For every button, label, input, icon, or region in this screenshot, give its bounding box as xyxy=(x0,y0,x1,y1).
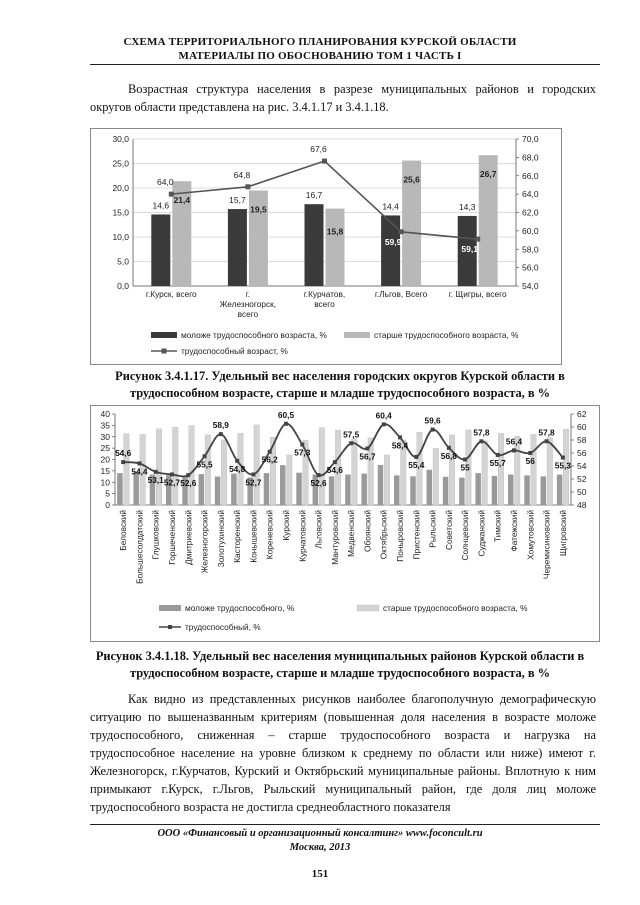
x-tick-label: Советский xyxy=(443,510,454,551)
x-tick-label: Касторенский xyxy=(232,510,243,563)
line-data-label: 59,1 xyxy=(461,244,478,255)
line-point xyxy=(545,439,549,443)
x-tick-label: Рыльский xyxy=(427,510,438,548)
x-tick-label: г.Курчатов, xyxy=(303,289,346,299)
x-tick-label: Обоянский xyxy=(362,510,373,552)
x-tick-label: Льговский xyxy=(313,510,324,549)
bar-data-label: 21,4 xyxy=(173,195,191,206)
line-point xyxy=(414,455,418,459)
line-point xyxy=(186,473,190,477)
y2-tick-label: 68,0 xyxy=(522,152,539,163)
x-tick-label: Курчатовский xyxy=(297,510,308,562)
line-point xyxy=(398,435,402,439)
line-point xyxy=(496,453,500,457)
line-point xyxy=(219,432,223,436)
y2-tick-label: 54 xyxy=(577,461,587,471)
bar-under-working-age xyxy=(394,475,400,505)
line-data-label: 58,9 xyxy=(212,420,229,431)
bar-data-label: 14,6 xyxy=(152,200,170,211)
x-tick-label: Большесолдатский xyxy=(134,510,145,584)
y2-tick-label: 60 xyxy=(577,422,587,432)
x-tick-label: Кореневский xyxy=(264,510,275,560)
bar-data-label: 15,8 xyxy=(326,226,344,237)
line-data-label: 56,4 xyxy=(505,436,523,447)
bar-over-working-age xyxy=(531,434,537,505)
x-tick-label: Дмитриевский xyxy=(183,510,194,565)
x-tick-label: Беловский xyxy=(118,510,129,551)
line-point xyxy=(447,446,451,450)
legend-swatch xyxy=(168,625,172,629)
line-point xyxy=(322,159,327,164)
line-data-label: 55,3 xyxy=(554,460,571,471)
line-data-label: 54,4 xyxy=(131,466,148,477)
bar-over-working-age xyxy=(498,433,504,505)
x-tick-label: г. xyxy=(245,289,251,299)
line-data-label: 52,6 xyxy=(180,478,197,489)
document-header-subtitle: МАТЕРИАЛЫ ПО ОБОСНОВАНИЮ ТОМ 1 ЧАСТЬ I xyxy=(178,50,462,62)
chart-city-districts-svg xyxy=(91,129,561,364)
chart-municipal-districts xyxy=(90,405,600,642)
bar-under-working-age xyxy=(228,209,247,286)
y2-tick-label: 54,0 xyxy=(522,281,539,291)
bar-under-working-age xyxy=(492,476,498,505)
bar-under-working-age xyxy=(410,476,416,505)
x-tick-label: Золотухинский xyxy=(215,510,226,568)
y2-tick-label: 64,0 xyxy=(522,189,539,200)
line-point xyxy=(528,451,532,455)
line-data-label: 57,5 xyxy=(343,429,360,440)
x-tick-label: всего xyxy=(237,309,259,319)
x-tick-label: Пристенский xyxy=(411,510,422,560)
line-point xyxy=(317,473,321,477)
chart-city-districts xyxy=(90,128,562,365)
x-tick-label: Курский xyxy=(281,510,291,541)
bar-over-working-age xyxy=(319,428,325,505)
y2-tick-label: 58,0 xyxy=(522,244,539,255)
x-tick-label: Тимский xyxy=(492,510,503,543)
bar-under-working-age xyxy=(427,470,433,505)
line-data-label: 55 xyxy=(460,462,470,473)
bar-over-working-age xyxy=(156,429,162,505)
bar-over-working-age xyxy=(515,436,521,505)
line-point xyxy=(475,237,480,242)
x-tick-label: Щигровский xyxy=(557,510,568,557)
x-tick-label: г. Щигры, всего xyxy=(448,289,507,299)
y2-tick-label: 50 xyxy=(577,487,587,497)
line-data-label: 55,5 xyxy=(196,459,213,470)
bar-under-working-age xyxy=(378,465,384,505)
x-tick-label: Медвенский xyxy=(346,510,357,557)
bar-under-working-age xyxy=(296,473,302,505)
legend-label: моложе трудоспособного возраста, % xyxy=(181,330,327,340)
y-tick-label: 10,0 xyxy=(112,232,129,242)
figure-caption-3-4-1-17: Рисунок 3.4.1.17. Удельный вес населения городских округов Курской области в трудоспособном возрасте, старше и младше трудоспособного возраста, в % xyxy=(115,369,565,400)
line-data-label: 64,8 xyxy=(233,169,251,180)
legend-label: моложе трудоспособного, % xyxy=(185,603,295,613)
document-header-title: СХЕМА ТЕРРИТОРИАЛЬНОГО ПЛАНИРОВАНИЯ КУРСКОЙ ОБЛАСТИ xyxy=(123,36,517,48)
x-tick-label: г.Курск, всего xyxy=(145,289,197,299)
line-data-label: 57,3 xyxy=(294,447,311,458)
y-tick-label: 15,0 xyxy=(112,207,129,218)
bar-under-working-age xyxy=(381,215,400,286)
line-data-label: 56,7 xyxy=(359,451,376,462)
x-tick-label: Суджанский xyxy=(476,510,487,557)
bar-over-working-age xyxy=(352,439,358,505)
y-tick-label: 35 xyxy=(100,420,110,431)
bar-over-working-age xyxy=(326,209,345,286)
y-tick-label: 40 xyxy=(100,409,110,419)
bar-over-working-age xyxy=(287,455,293,505)
bar-under-working-age xyxy=(541,476,547,505)
legend-swatch xyxy=(162,349,167,354)
line-data-label: 56,2 xyxy=(261,454,278,465)
y-tick-label: 30 xyxy=(100,431,110,442)
body-paragraph: Как видно из представленных рисунков наиболее благополучную демографическую ситуацию по вышеназванным критериям (повышенная доля населения в возрасте моложе трудоспособного, сниженная – старше трудоспособного возраста и нагрузка на трудоспособное население на уровне близком к среднему по области или ниже) имеют г. Железногорск, г.Курчатов, Курский и Октябрьский муниципальные районы. Вплотную к ним примыкают г.Курск, г.Льгов, Рыльский муниципальный район, где доля лиц моложе трудоспособного возраста не достигла среднеобластного показателя xyxy=(90,692,596,814)
bar-data-label: 19,5 xyxy=(250,204,267,215)
bar-under-working-age xyxy=(305,204,324,286)
bar-data-label: 25,6 xyxy=(403,174,420,185)
line-point xyxy=(399,229,404,234)
bar-under-working-age xyxy=(329,476,335,505)
bar-under-working-age xyxy=(231,474,237,505)
y2-tick-label: 62,0 xyxy=(522,207,539,218)
line-data-label: 56 xyxy=(525,456,535,466)
line-point xyxy=(235,459,239,463)
line-point xyxy=(333,460,337,464)
y2-tick-label: 58 xyxy=(577,435,587,445)
line-point xyxy=(203,454,207,458)
bar-under-working-age xyxy=(215,477,221,505)
x-tick-label: Поныровский xyxy=(395,510,405,562)
line-point xyxy=(382,422,386,426)
y-tick-label: 10 xyxy=(100,477,110,488)
figure-caption-3-4-1-18: Рисунок 3.4.1.18. Удельный вес населения муниципальных районов Курской области в трудоспособном возрасте, старше и младше трудоспособного возраста, в % xyxy=(95,649,585,680)
bar-under-working-age xyxy=(508,475,514,505)
bar-under-working-age xyxy=(280,465,286,505)
y-tick-label: 5 xyxy=(105,488,110,499)
x-tick-label: Фатежский xyxy=(509,510,519,552)
line-data-label: 52,7 xyxy=(163,477,181,488)
bar-over-working-age xyxy=(384,455,390,505)
bar-data-label: 15,7 xyxy=(229,195,246,206)
chart-municipal-districts-svg xyxy=(91,406,599,641)
line-data-label: 54,6 xyxy=(115,448,132,459)
bar-data-label: 16,7 xyxy=(305,190,323,201)
bar-under-working-age xyxy=(199,474,205,505)
line-data-label: 57,8 xyxy=(473,427,490,438)
line-point xyxy=(170,472,174,476)
bar-over-working-age xyxy=(449,435,455,505)
x-tick-label: Глушковский xyxy=(150,510,161,560)
line-data-label: 52,7 xyxy=(245,477,262,488)
bar-under-working-age xyxy=(117,473,123,505)
line-point xyxy=(268,450,272,454)
x-tick-label: Хомутовский xyxy=(525,510,536,560)
line-data-label: 59,6 xyxy=(424,415,441,426)
x-tick-label: Горшеченский xyxy=(167,510,177,565)
bar-under-working-age xyxy=(557,475,563,505)
line-data-label: 64,0 xyxy=(157,177,174,188)
x-tick-label: г.Льгов, Всего xyxy=(374,289,428,299)
legend-swatch xyxy=(357,605,379,611)
page-number: 151 xyxy=(311,868,329,880)
line-point xyxy=(251,472,255,476)
x-tick-label: Солнцевский xyxy=(460,510,471,561)
line-data-label: 58,4 xyxy=(391,440,409,451)
footer-company: ООО «Финансовый и организационный консалтинг» www.foconcult.ru xyxy=(157,828,483,839)
line-point xyxy=(300,443,304,447)
footer-city-year: Москва, 2013 xyxy=(289,842,351,853)
line-point xyxy=(154,470,158,474)
bar-over-working-age xyxy=(254,425,260,505)
y2-tick-label: 60,0 xyxy=(522,225,539,236)
y-tick-label: 25 xyxy=(100,443,110,454)
y-tick-label: 15 xyxy=(100,465,110,476)
legend-swatch xyxy=(344,332,370,338)
x-tick-label: Мантуровский xyxy=(329,510,340,565)
y2-tick-label: 56 xyxy=(577,448,587,458)
bar-under-working-age xyxy=(345,475,351,505)
line-data-label: 52,6 xyxy=(310,478,327,489)
legend-label: старше трудоспособного возраста, % xyxy=(374,330,519,340)
line-point xyxy=(463,458,467,462)
line-point xyxy=(169,192,174,197)
y-tick-label: 30,0 xyxy=(112,134,129,144)
line-point xyxy=(561,456,565,460)
bar-over-working-age xyxy=(124,434,130,505)
bar-under-working-age xyxy=(459,478,465,505)
bar-over-working-age xyxy=(205,435,211,505)
line-data-label: 56,8 xyxy=(440,450,457,461)
line-data-label: 53,1 xyxy=(147,474,164,485)
legend-swatch xyxy=(151,332,177,338)
x-tick-label: Железногорск, xyxy=(219,299,277,309)
bar-under-working-age xyxy=(524,475,530,505)
x-tick-label: Конышевский xyxy=(248,510,259,563)
line-data-label: 55,7 xyxy=(489,457,506,468)
bar-over-working-age xyxy=(433,448,439,505)
bar-data-label: 14,4 xyxy=(382,201,399,212)
line-data-label: 57,8 xyxy=(538,427,555,438)
line-point xyxy=(137,461,141,465)
y-tick-label: 0,0 xyxy=(117,281,129,291)
y2-tick-label: 66,0 xyxy=(522,170,539,181)
line-data-label: 60,5 xyxy=(277,409,295,420)
x-tick-label: Железногорский xyxy=(199,510,210,574)
line-point xyxy=(365,446,369,450)
x-tick-label: Черемисиновский xyxy=(541,510,552,580)
bar-over-working-age xyxy=(547,438,553,505)
bar-data-label: 26,7 xyxy=(479,169,497,180)
line-data-label: 59,9 xyxy=(384,236,402,247)
y2-tick-label: 70,0 xyxy=(522,134,539,144)
line-working-age xyxy=(171,161,477,239)
bar-under-working-age xyxy=(264,473,270,505)
line-data-label: 55,4 xyxy=(408,459,425,470)
bar-over-working-age xyxy=(173,427,179,505)
legend-label: старше трудоспособного возраста, % xyxy=(383,603,528,613)
bar-over-working-age xyxy=(482,441,488,505)
legend-swatch xyxy=(159,605,181,611)
line-point xyxy=(284,422,288,426)
bar-data-label: 14,3 xyxy=(458,201,476,212)
line-data-label: 60,4 xyxy=(375,410,392,421)
y2-tick-label: 56,0 xyxy=(522,262,539,273)
y2-tick-label: 62 xyxy=(577,409,587,419)
bar-over-working-age xyxy=(189,426,195,505)
line-point xyxy=(512,448,516,452)
y2-tick-label: 48 xyxy=(577,500,587,510)
y-tick-label: 20 xyxy=(100,454,110,465)
line-point xyxy=(431,428,435,432)
x-tick-label: всего xyxy=(314,299,335,309)
line-data-label: 54,6 xyxy=(326,465,343,476)
bar-under-working-age xyxy=(151,214,170,286)
line-point xyxy=(349,441,353,445)
line-point xyxy=(479,439,483,443)
y-tick-label: 25,0 xyxy=(112,158,129,169)
line-point xyxy=(121,460,125,464)
legend-label: трудоспособный возраст, % xyxy=(181,346,288,356)
y2-tick-label: 52 xyxy=(577,474,587,484)
line-data-label: 54,8 xyxy=(229,463,246,474)
bar-over-working-age xyxy=(221,440,227,505)
line-data-label: 67,6 xyxy=(310,144,327,155)
intro-paragraph: Возрастная структура населения в разрезе муниципальных районов и городских округов области представлена на рис. 3.4.1.17 и 3.4.1.18. xyxy=(90,82,596,114)
bar-under-working-age xyxy=(475,473,481,505)
y-tick-label: 5,0 xyxy=(117,256,129,267)
y-tick-label: 20,0 xyxy=(112,183,129,193)
bar-under-working-age xyxy=(133,472,139,505)
header-divider xyxy=(90,64,600,65)
legend-label: трудоспособный, % xyxy=(185,622,261,632)
x-tick-label: Октябрьский xyxy=(378,510,389,560)
line-point xyxy=(245,184,250,189)
y-tick-label: 0 xyxy=(105,500,110,510)
footer-divider xyxy=(90,824,600,825)
bar-under-working-age xyxy=(443,477,449,505)
bar-under-working-age xyxy=(361,474,367,505)
